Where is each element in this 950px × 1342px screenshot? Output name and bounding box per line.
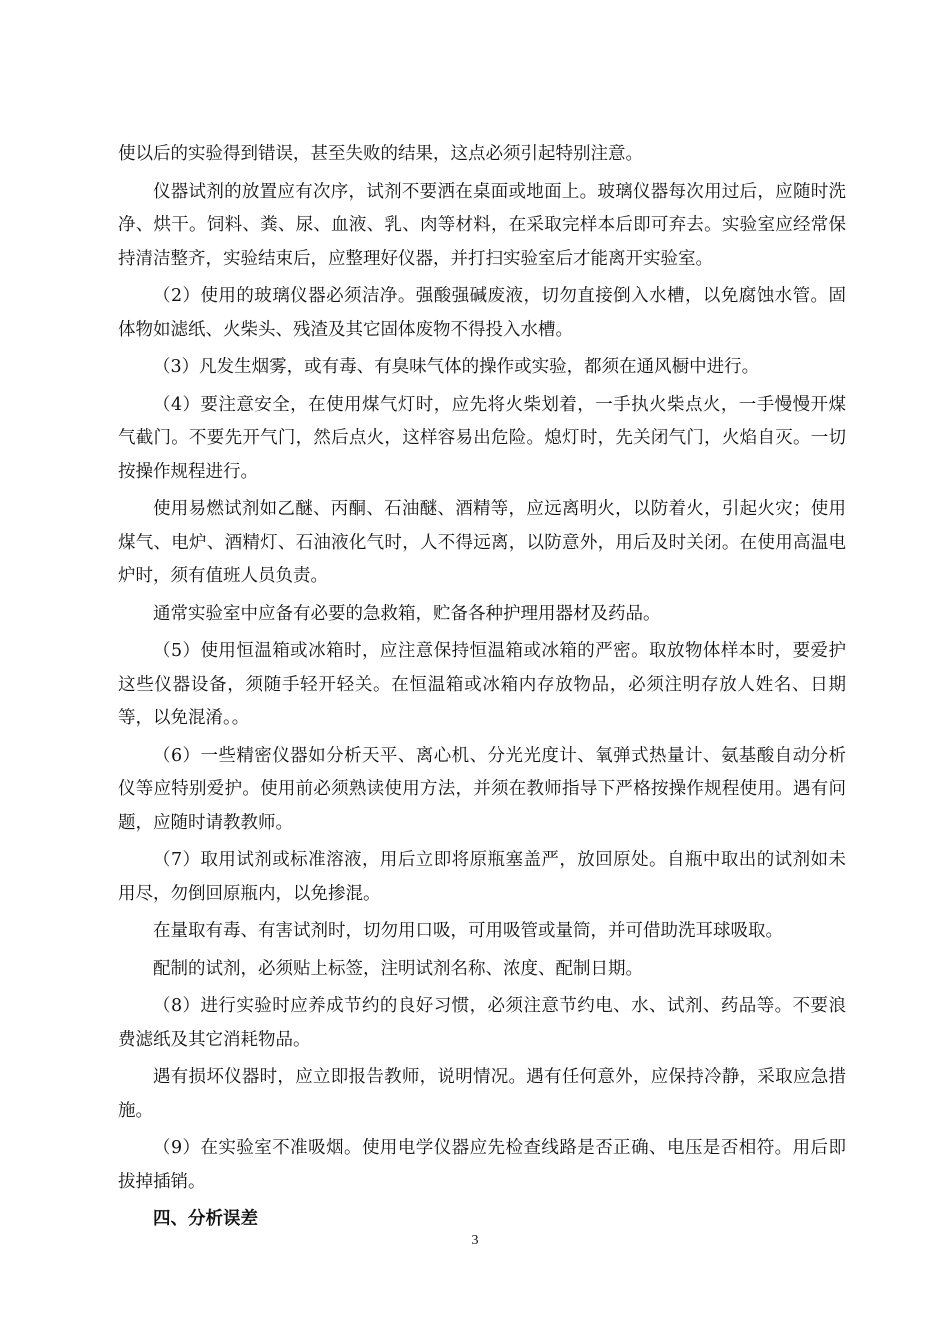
paragraph-rule-5: （5）使用恒温箱或冰箱时，应注意保持恒温箱或冰箱的严密。取放物体样本时，要爱护这些仪器设备，须随手轻开轻关。在恒温箱或冰箱内存放物品，必须注明存放人姓名、日期等，以免混淆。。 [118, 641, 846, 728]
page-number: 3 [471, 1233, 479, 1248]
paragraph-rule-8: （8）进行实验时应养成节约的良好习惯，必须注意节约电、水、试剂、药品等。不要浪费滤纸及其它消耗物品。 [118, 996, 846, 1050]
paragraph-rule-7: （7）取用试剂或标准溶液，用后立即将原瓶塞盖严，放回原处。自瓶中取出的试剂如未用尽，勿倒回原瓶内，以免掺混。 [118, 850, 846, 904]
paragraph-first-aid: 通常实验室中应备有必要的急救箱，贮备各种护理用器材及药品。 [153, 603, 661, 624]
document-body [118, 138, 846, 1237]
paragraph-flammable-reagents: 使用易燃试剂如乙醚、丙酮、石油醚、酒精等，应远离明火，以防着火，引起火灾；使用煤气、电炉、酒精灯、石油液化气时，人不得远离，以防意外，用后及时关闭。在使用高温电炉时，须有值班人员负责。 [118, 499, 846, 586]
paragraph-labels: 配制的试剂，必须贴上标签，注明试剂名称、浓度、配制日期。 [153, 958, 643, 979]
paragraph-rule-6: （6）一些精密仪器如分析天平、离心机、分光光度计、氧弹式热量计、氨基酸自动分析仪等应特别爱护。使用前必须熟读使用方法，并须在教师指导下严格按操作规程使用。遇有问题，应随时请教教师。 [118, 745, 846, 833]
paragraph-rule-9: （9）在实验室不准吸烟。使用电学仪器应先检查线路是否正确、电压是否相符。用后即拔掉插销。 [118, 1138, 846, 1192]
paragraph-reagent-placement: 仪器试剂的放置应有次序，试剂不要洒在桌面或地面上。玻璃仪器每次用过后，应随时洗净、烘干。饲料、粪、尿、血液、乳、肉等材料，在采取完样本后即可弃去。实验室应经常保持清洁整齐，实验结束后，应整理好仪器，并打扫实验室后才能离开实验室。 [118, 181, 846, 269]
paragraph-damage-report: 遇有损坏仪器时，应立即报告教师，说明情况。遇有任何意外，应保持冷静，采取应急措施。 [118, 1067, 846, 1121]
paragraph-rule-4: （4）要注意安全，在使用煤气灯时，应先将火柴划着，一手执火柴点火，一手慢慢开煤气截门。不要先开气门，然后点火，这样容易出危险。熄灯时，先关闭气门，火焰自灭。一切按操作规程进行。 [118, 394, 846, 482]
paragraph-rule-2: （2）使用的玻璃仪器必须洁净。强酸强碱废液，切勿直接倒入水槽，以免腐蚀水管。固体物如滤纸、火柴头、残渣及其它固体废物不得投入水槽。 [118, 286, 846, 340]
paragraph-continuation: 使以后的实验得到错误，甚至失败的结果，这点必须引起特别注意。 [118, 144, 643, 164]
paragraph-toxic-reagents: 在量取有毒、有害试剂时，切勿用口吸，可用吸管或量筒，并可借助洗耳球吸取。 [153, 921, 783, 941]
paragraph-rule-3: （3）凡发生烟雾，或有毒、有臭味气体的操作或实验，都须在通风橱中进行。 [153, 357, 760, 377]
section-heading: 四、分析误差 [153, 1209, 258, 1229]
